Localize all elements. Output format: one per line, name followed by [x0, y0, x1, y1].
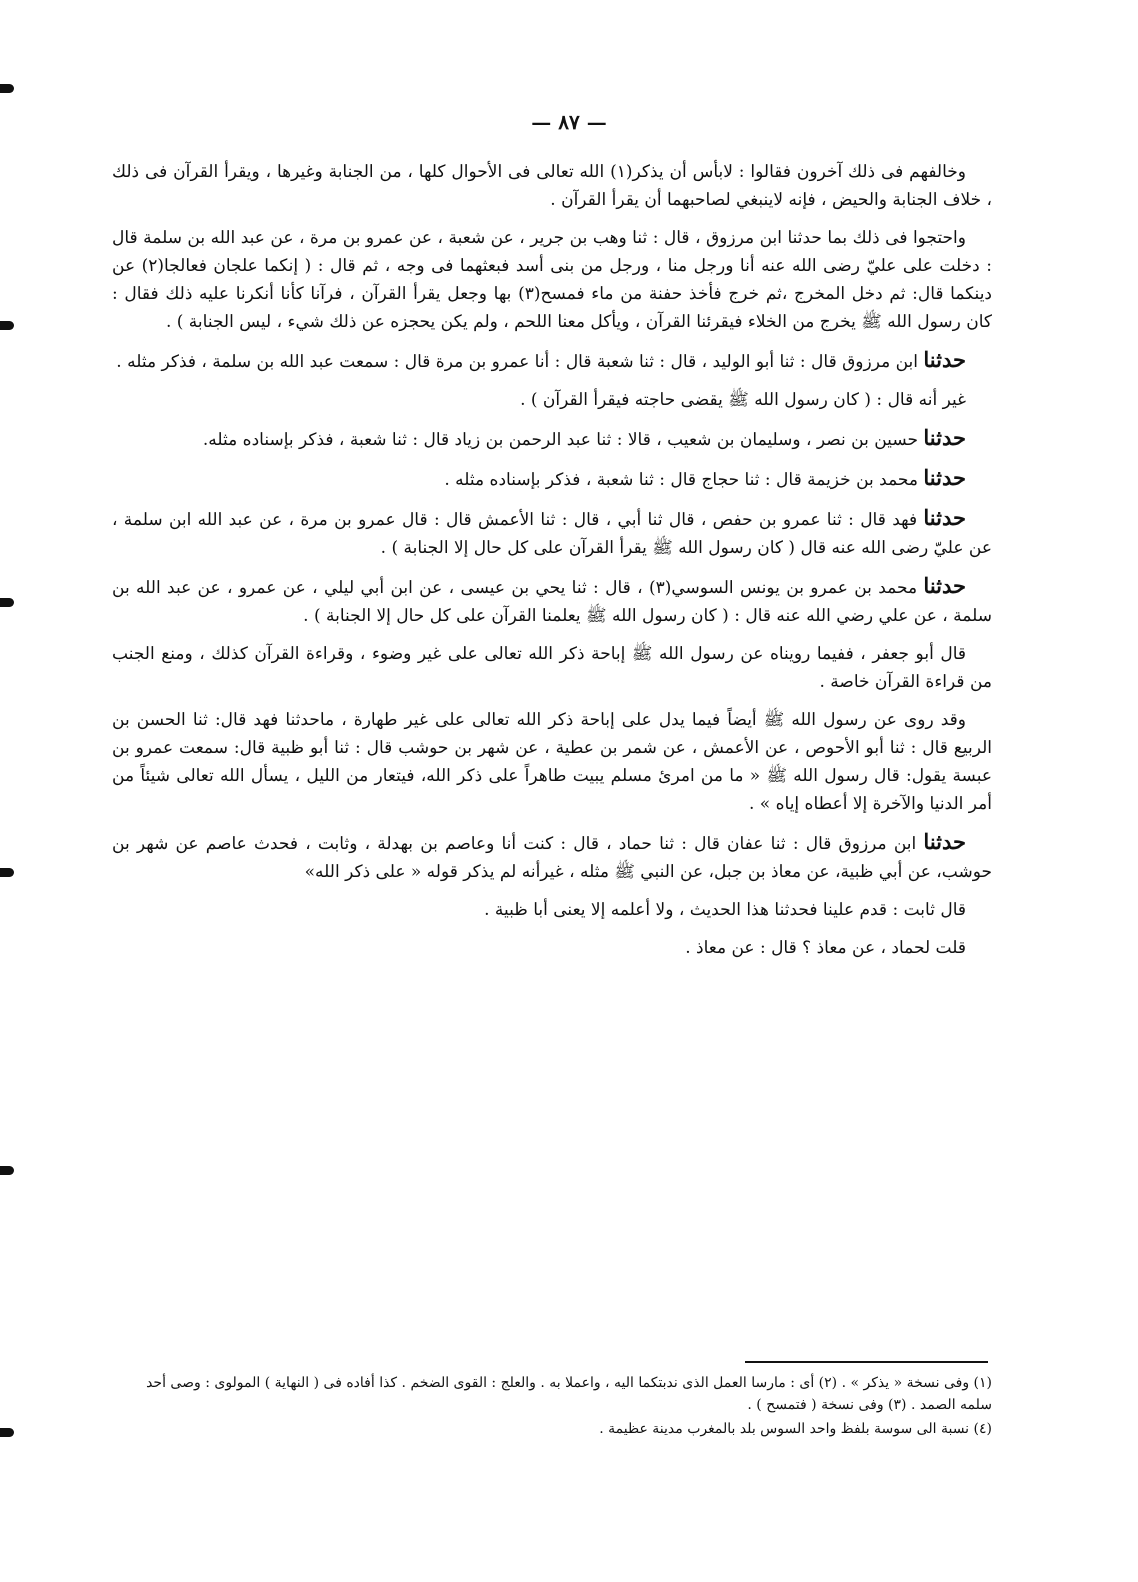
hadith-heading-word: حدثنا: [923, 829, 967, 854]
paragraph-text: قال ثابت : قدم علينا فحدثنا هذا الحديث ، ولا أعلمه إلا يعنى أبا ظبية .: [484, 900, 966, 920]
paragraph: [112, 572, 992, 630]
scan-margin-mark: [0, 1428, 14, 1437]
paragraph-text: حسين بن نصر ، وسليمان بن شعيب ، قالا : ثنا عبد الرحمن بن زياد قال : ثنا شعبة ، فذكر بإسناده مثله.: [202, 430, 918, 450]
paragraph-text: فهد قال : ثنا عمرو بن حفص ، قال ثنا أبي ، قال : ثنا الأعمش قال : قال عمرو بن مرة ، عن عبد الله ابن سلمة ، عن عليّ رضى الله عنه قال ( كان رسول الله ﷺ يقرأ القرآن على كل حال إلا الجنابة ) .: [112, 510, 992, 558]
paragraph: [112, 158, 992, 214]
hadith-heading-word: حدثنا: [923, 425, 966, 450]
footnotes: [112, 1372, 992, 1442]
footnote-separator: [745, 1361, 988, 1363]
paragraph: [112, 224, 992, 336]
body-text: [112, 158, 992, 972]
paragraph: [112, 504, 992, 562]
footnote: (٤) نسبة الى سوسة بلفظ واحد السوس بلد بالمغرب مدينة عظيمة .: [599, 1421, 992, 1437]
paragraph-text: ابن مرزوق قال : ثنا عفان قال : ثنا حماد ، قال : كنت أنا وعاصم بن بهدلة ، وثابت ، فحدث عاصم عن شهر بن حوشب، عن أبي ظبية، عن معاذ بن جبل، عن النبي ﷺ مثله ، غيرأنه لم يذكر قوله « على ذكر الله»: [112, 834, 992, 882]
paragraph: [112, 386, 992, 414]
hadith-heading-word: حدثنا: [923, 505, 966, 530]
paragraph: [112, 706, 992, 818]
paragraph: [112, 464, 992, 494]
paragraph: [112, 346, 992, 376]
footnote: (١) وفى نسخة « يذكر » . (٢) أى : مارسا العمل الذى ندبتكما اليه ، واعملا به . والعلج : القوى الضخم . كذا أفاده فى ( النهاية ) المولوى : وصى أحد سلمه الصمد . (٣) وفى نسخة ( فتمسح ) .: [146, 1375, 992, 1413]
paragraph-text: وخالفهم فى ذلك آخرون فقالوا : لابأس أن يذكر(١) الله تعالى فى الأحوال كلها ، من الجنابة وغيرها ، ويقرأ القرآن فى ذلك ، خلاف الجنابة والحيض ، فإنه لاينبغي لصاحبهما أن يقرأ القرآن .: [112, 162, 992, 210]
scan-margin-mark: [0, 84, 14, 93]
scan-margin-mark: [0, 868, 14, 877]
scan-margin-mark: [0, 598, 14, 607]
paragraph-text: محمد بن عمرو بن يونس السوسي(٣) ، قال : ثنا يحي بن عيسى ، عن ابن أبي ليلي ، عن عمرو ، عن عبد الله بن سلمة ، عن علي رضي الله عنه قال : ( كان رسول الله ﷺ يعلمنا القرآن على كل حال إلا الجنابة ) .: [112, 578, 992, 626]
paragraph: [112, 828, 992, 886]
paragraph-text: قال أبو جعفر ، ففيما رويناه عن رسول الله ﷺ إباحة ذكر الله تعالى على غير وضوء ، وقراءة القرآن كذلك ، ومنع الجنب من قراءة القرآن خاصة .: [112, 644, 992, 692]
paragraph: [112, 896, 992, 924]
paragraph-text: قلت لحماد ، عن معاذ ؟ قال : عن معاذ .: [685, 938, 966, 958]
paragraph-text: وقد روى عن رسول الله ﷺ أيضاً فيما يدل على إباحة ذكر الله تعالى على غير طهارة ، ماحدثنا فهد قال: ثنا الحسن بن الربيع قال : ثنا أبو الأحوص ، عن الأعمش ، عن شمر بن عطية ، عن شهر بن حوشب قال : ثنا أبو ظبية قال: سمعت عمرو بن عبسة يقول: قال رسول الله ﷺ « ما من امرئ مسلم يبيت طاهراً على ذكر الله، فيتعار من الليل ، يسأل الله تعالى شيئاً من أمر الدنيا والآخرة إلا أعطاه إياه » .: [112, 710, 992, 814]
paragraph-text: غير أنه قال : ( كان رسول الله ﷺ يقضى حاجته فيقرأ القرآن ) .: [520, 390, 966, 410]
page-number: — ٨٧ —: [531, 110, 607, 134]
scan-margin-mark: [0, 1166, 14, 1175]
paragraph-text: واحتجوا فى ذلك بما حدثنا ابن مرزوق ، قال : ثنا وهب بن جرير ، عن شعبة ، عن عمرو بن مرة ، عن عبد الله بن سلمة قال : دخلت على عليّ رضى الله عنه أنا ورجل منا ، ورجل من بنى أسد فبعثهما فى وجه ، ثم قال : ( إنكما علجان فعالجا(٢) عن دينكما قال: ثم دخل المخرج ،ثم خرج فأخذ حفنة من ماء فمسح(٣) بها وجعل يقرأ القرآن ، فرآنا كأنا أنكرنا عليه ذلك فقال : كان رسول الله ﷺ يخرج من الخلاء فيقرئنا القرآن ، ويأكل معنا اللحم ، ولم يكن يحجزه عن ذلك شيء ، ليس الجنابة ) .: [112, 228, 992, 332]
paragraph-text: محمد بن خزيمة قال : ثنا حجاج قال : ثنا شعبة ، فذكر بإسناده مثله .: [444, 470, 918, 490]
scan-margin-mark: [0, 321, 14, 330]
paragraph-text: ابن مرزوق قال : ثنا أبو الوليد ، قال : ثنا شعبة قال : أنا عمرو بن مرة قال : سمعت عبد الله بن سلمة ، فذكر مثله .: [116, 352, 918, 372]
paragraph: [112, 640, 992, 696]
paragraph: [112, 934, 992, 962]
paragraph: [112, 424, 992, 454]
hadith-heading-word: حدثنا: [923, 465, 966, 490]
hadith-heading-word: حدثنا: [923, 573, 967, 598]
hadith-heading-word: حدثنا: [923, 347, 966, 372]
